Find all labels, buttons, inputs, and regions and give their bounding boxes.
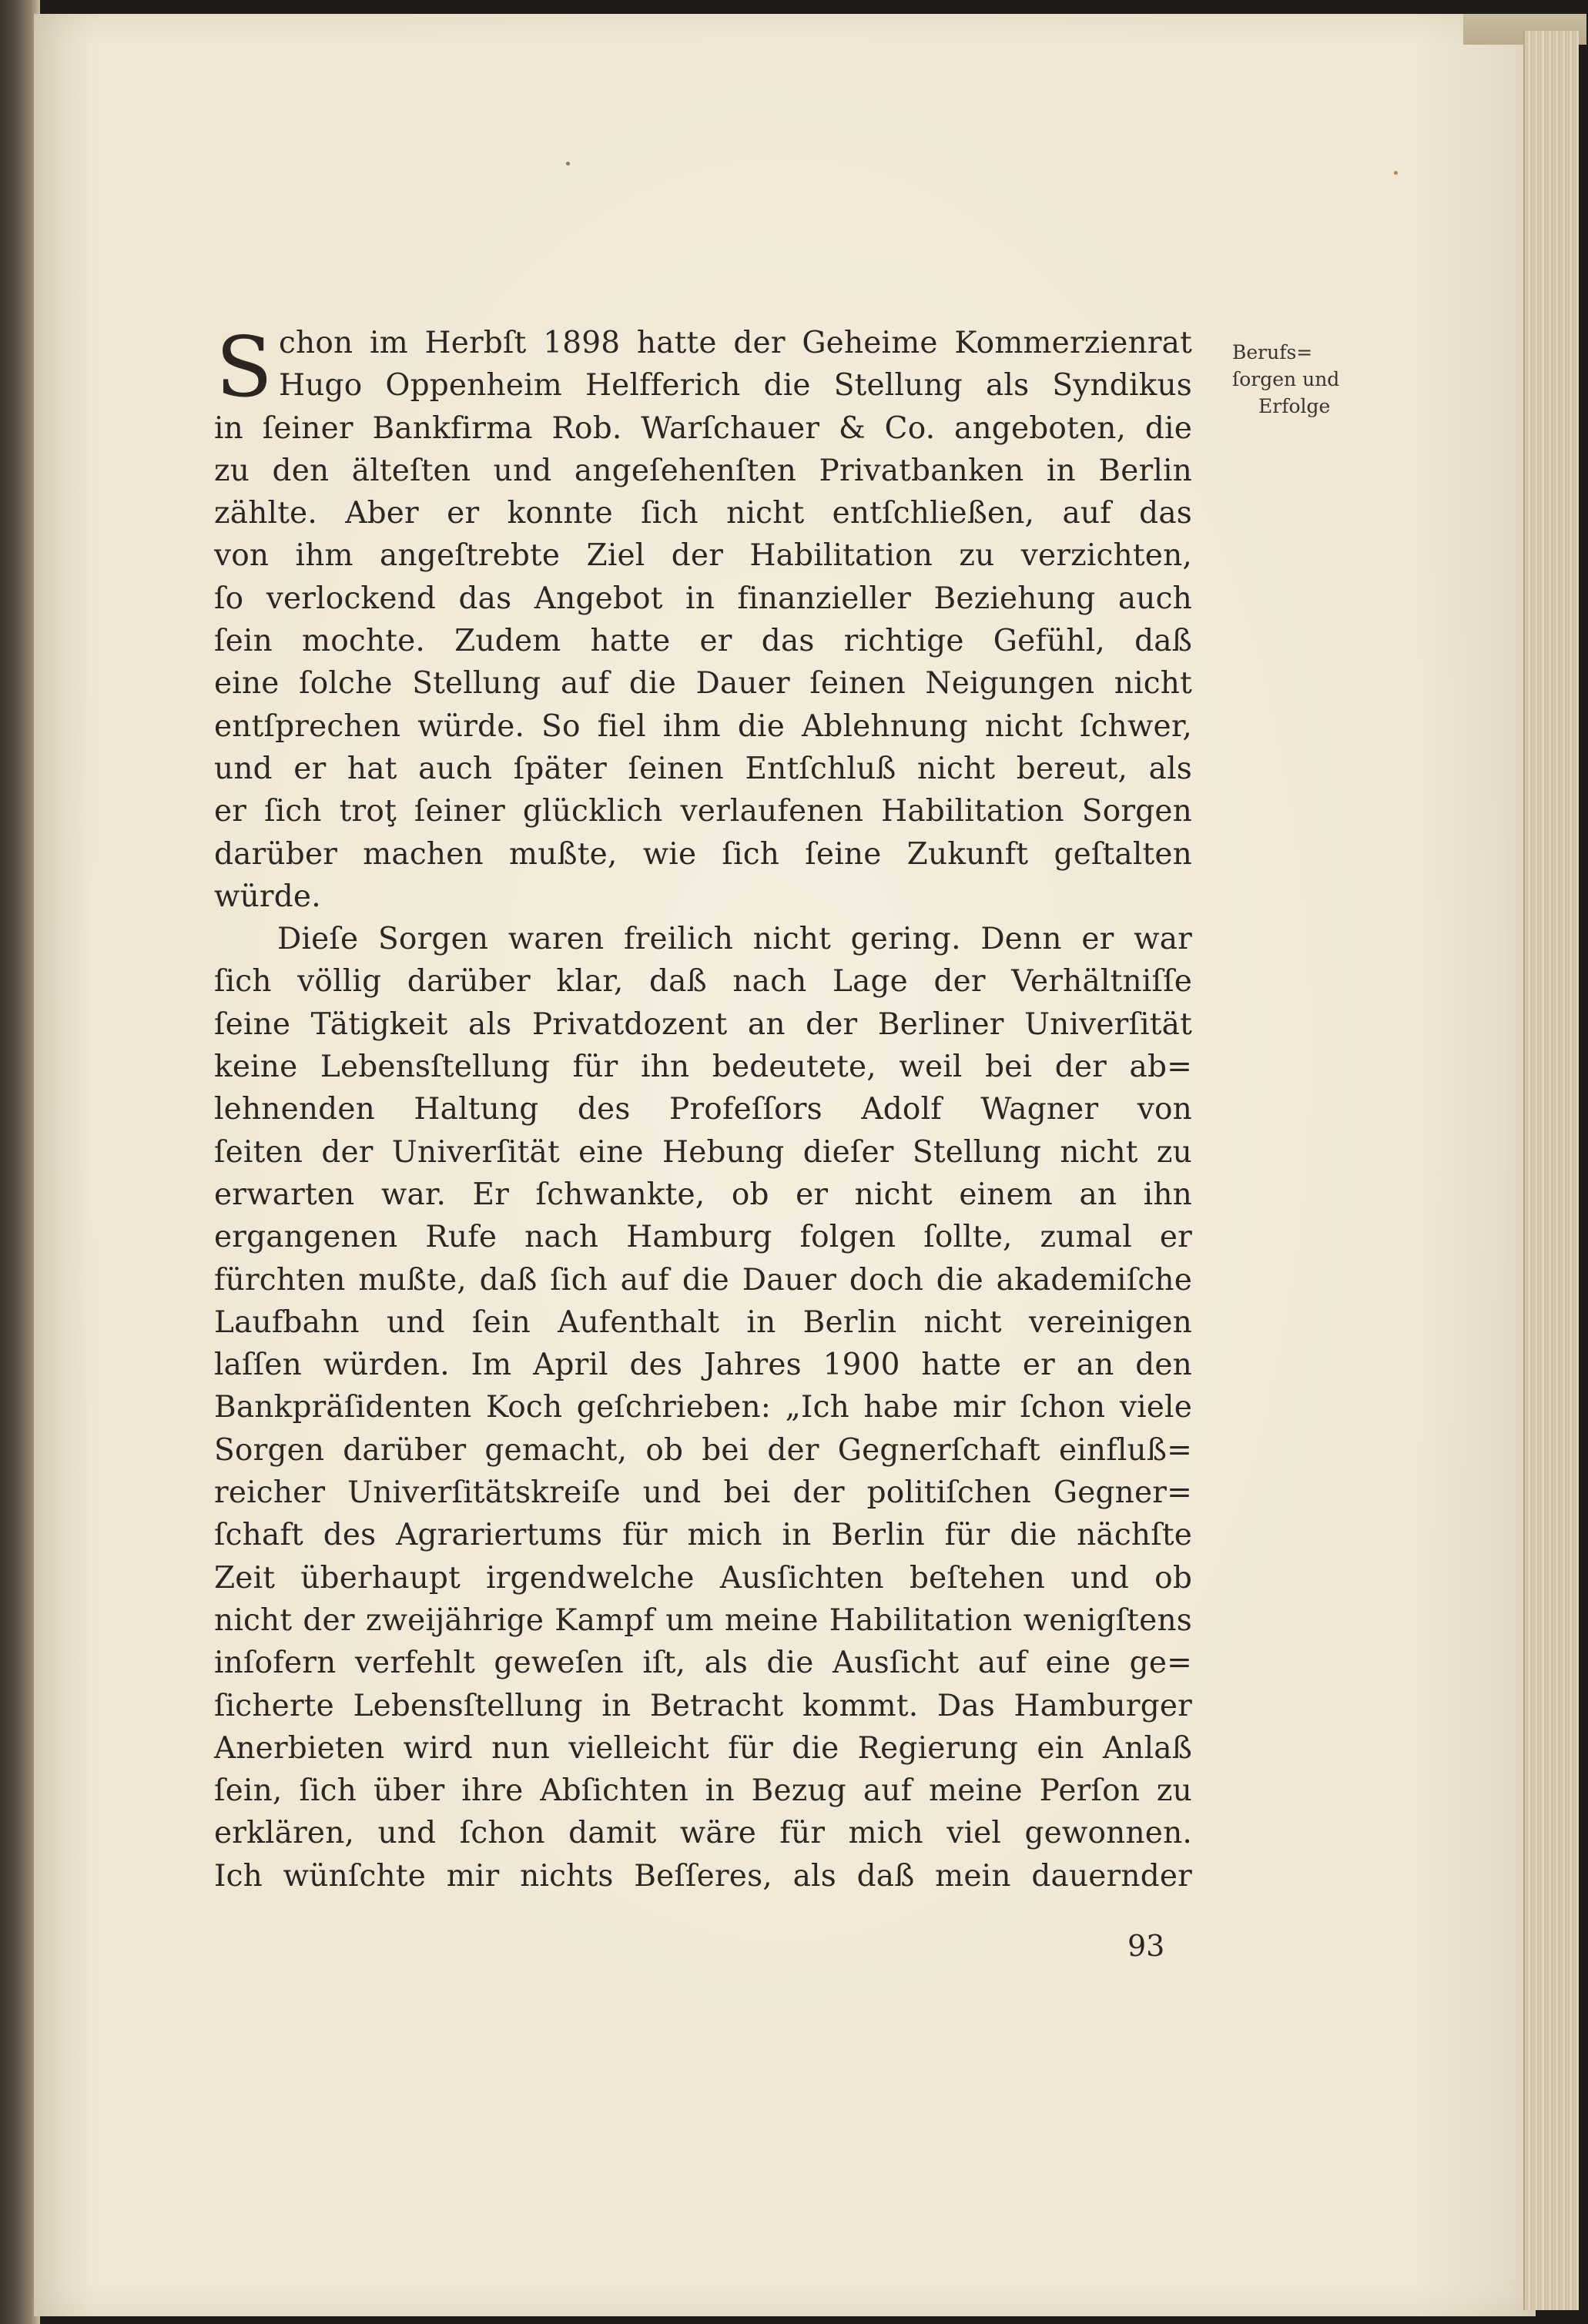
text-line: ſein, ſich über ihre Abſichten in Bezug auf meine Perſon zu <box>214 1773 1192 1809</box>
page-number: 93 <box>1127 1929 1165 1963</box>
text-line: laſſen würden. Im April des Jahres 1900 hatte er an den <box>214 1348 1192 1383</box>
text-line: zählte. Aber er konnte ſich nicht entſchließen, auf das <box>214 496 1192 531</box>
text-line: Hugo Oppenheim Helfferich die Stellung als Syndikus <box>279 368 1192 404</box>
text-line: zu den älteſten und angeſehenſten Privatbanken in Berlin <box>214 453 1192 488</box>
text-line: würde. <box>214 879 321 914</box>
text-line: erklären, und ſchon damit wäre für mich viel gewonnen. <box>214 1816 1192 1851</box>
text-line: Sorgen darüber gemacht, ob bei der Gegnerſchaft einfluß= <box>214 1432 1192 1468</box>
text-line: ſchaft des Agrariertums für mich in Berlin für die nächſte <box>214 1518 1192 1553</box>
text-line: ſeiten der Univerſität eine Hebung dieſer Stellung nicht zu <box>214 1134 1192 1170</box>
paragraph <box>214 918 1192 1897</box>
paper-speck <box>1394 171 1398 175</box>
text-line: Dieſe Sorgen waren freilich nicht gering. Denn er war <box>277 922 1192 957</box>
margin-note-line: ſorgen und <box>1232 368 1340 390</box>
text-line: in ſeiner Bankfirma Rob. Warſchauer & Co. angeboten, die <box>214 410 1192 446</box>
text-line: Zeit überhaupt irgendwelche Ausſichten beſtehen und ob <box>214 1560 1192 1596</box>
text-line: von ihm angeſtrebte Ziel der Habilitation zu verzichten, <box>214 538 1192 574</box>
margin-note-line: Erfolge <box>1258 395 1331 417</box>
paragraphs <box>214 322 1192 1897</box>
text-line: ſich völlig darüber klar, daß nach Lage der Verhältniſſe <box>214 964 1192 1000</box>
margin-note <box>1232 339 1371 420</box>
text-line: chon im Herbſt 1898 hatte der Geheime Kommerzienrat <box>279 326 1192 360</box>
text-line: ſo verlockend das Angebot in finanzieller Beziehung auch <box>214 581 1192 616</box>
text-line: ſein mochte. Zudem hatte er das richtige Gefühl, daß <box>214 624 1192 659</box>
text-line: entſprechen würde. So fiel ihm die Ablehnung nicht ſchwer, <box>214 708 1192 744</box>
text-line: eine ſolche Stellung auf die Dauer ſeinen Neigungen nicht <box>214 666 1192 702</box>
text-line: Ich wünſchte mir nichts Beſſeres, als daß mein dauernder <box>214 1858 1192 1894</box>
text-line: Bankpräſidenten Koch geſchrieben: „Ich habe mir ſchon viele <box>214 1390 1192 1425</box>
drop-cap: S <box>216 320 273 416</box>
body-text <box>214 322 1192 1897</box>
text-line: darüber machen mußte, wie ſich ſeine Zukunft geſtalten <box>214 836 1192 872</box>
paper-speck <box>566 162 570 166</box>
text-line: ſeine Tätigkeit als Privatdozent an der Berliner Univerſität <box>214 1006 1192 1042</box>
text-line: nicht der zweijährige Kampf um meine Habilitation wenigſtens <box>214 1602 1192 1638</box>
text-line: fürchten mußte, daß ſich auf die Dauer doch die akademiſche <box>214 1262 1192 1298</box>
text-line: keine Lebensſtellung für ihn bedeutete, weil bei der ab= <box>214 1050 1192 1085</box>
text-line: ſicherte Lebensſtellung in Betracht kommt. Das Hamburger <box>214 1688 1192 1723</box>
page-stack-edges <box>1523 31 1579 2310</box>
text-line: Laufbahn und ſein Aufenthalt in Berlin nicht vereinigen <box>214 1304 1192 1340</box>
text-line: ergangenen Rufe nach Hamburg folgen ſollte, zumal er <box>214 1220 1192 1255</box>
paragraph <box>214 322 1192 918</box>
text-line: reicher Univerſitätskreiſe und bei der politiſchen Gegner= <box>214 1475 1192 1511</box>
text-line: und er hat auch ſpäter ſeinen Entſchluß nicht bereut, als <box>214 751 1192 786</box>
text-line: inſofern verfehlt geweſen iſt, als die Ausſicht auf eine ge= <box>214 1646 1192 1681</box>
text-line: er ſich troţ ſeiner glücklich verlaufenen Habilitation Sorgen <box>214 794 1192 829</box>
text-line: Anerbieten wird nun vielleicht für die Regierung ein Anlaß <box>214 1730 1192 1766</box>
margin-note-line: Berufs= <box>1232 341 1313 363</box>
text-line: lehnenden Haltung des Profeſſors Adolf Wagner von <box>214 1092 1192 1127</box>
text-line: erwarten war. Er ſchwankte, ob er nicht einem an ihn <box>214 1177 1192 1212</box>
